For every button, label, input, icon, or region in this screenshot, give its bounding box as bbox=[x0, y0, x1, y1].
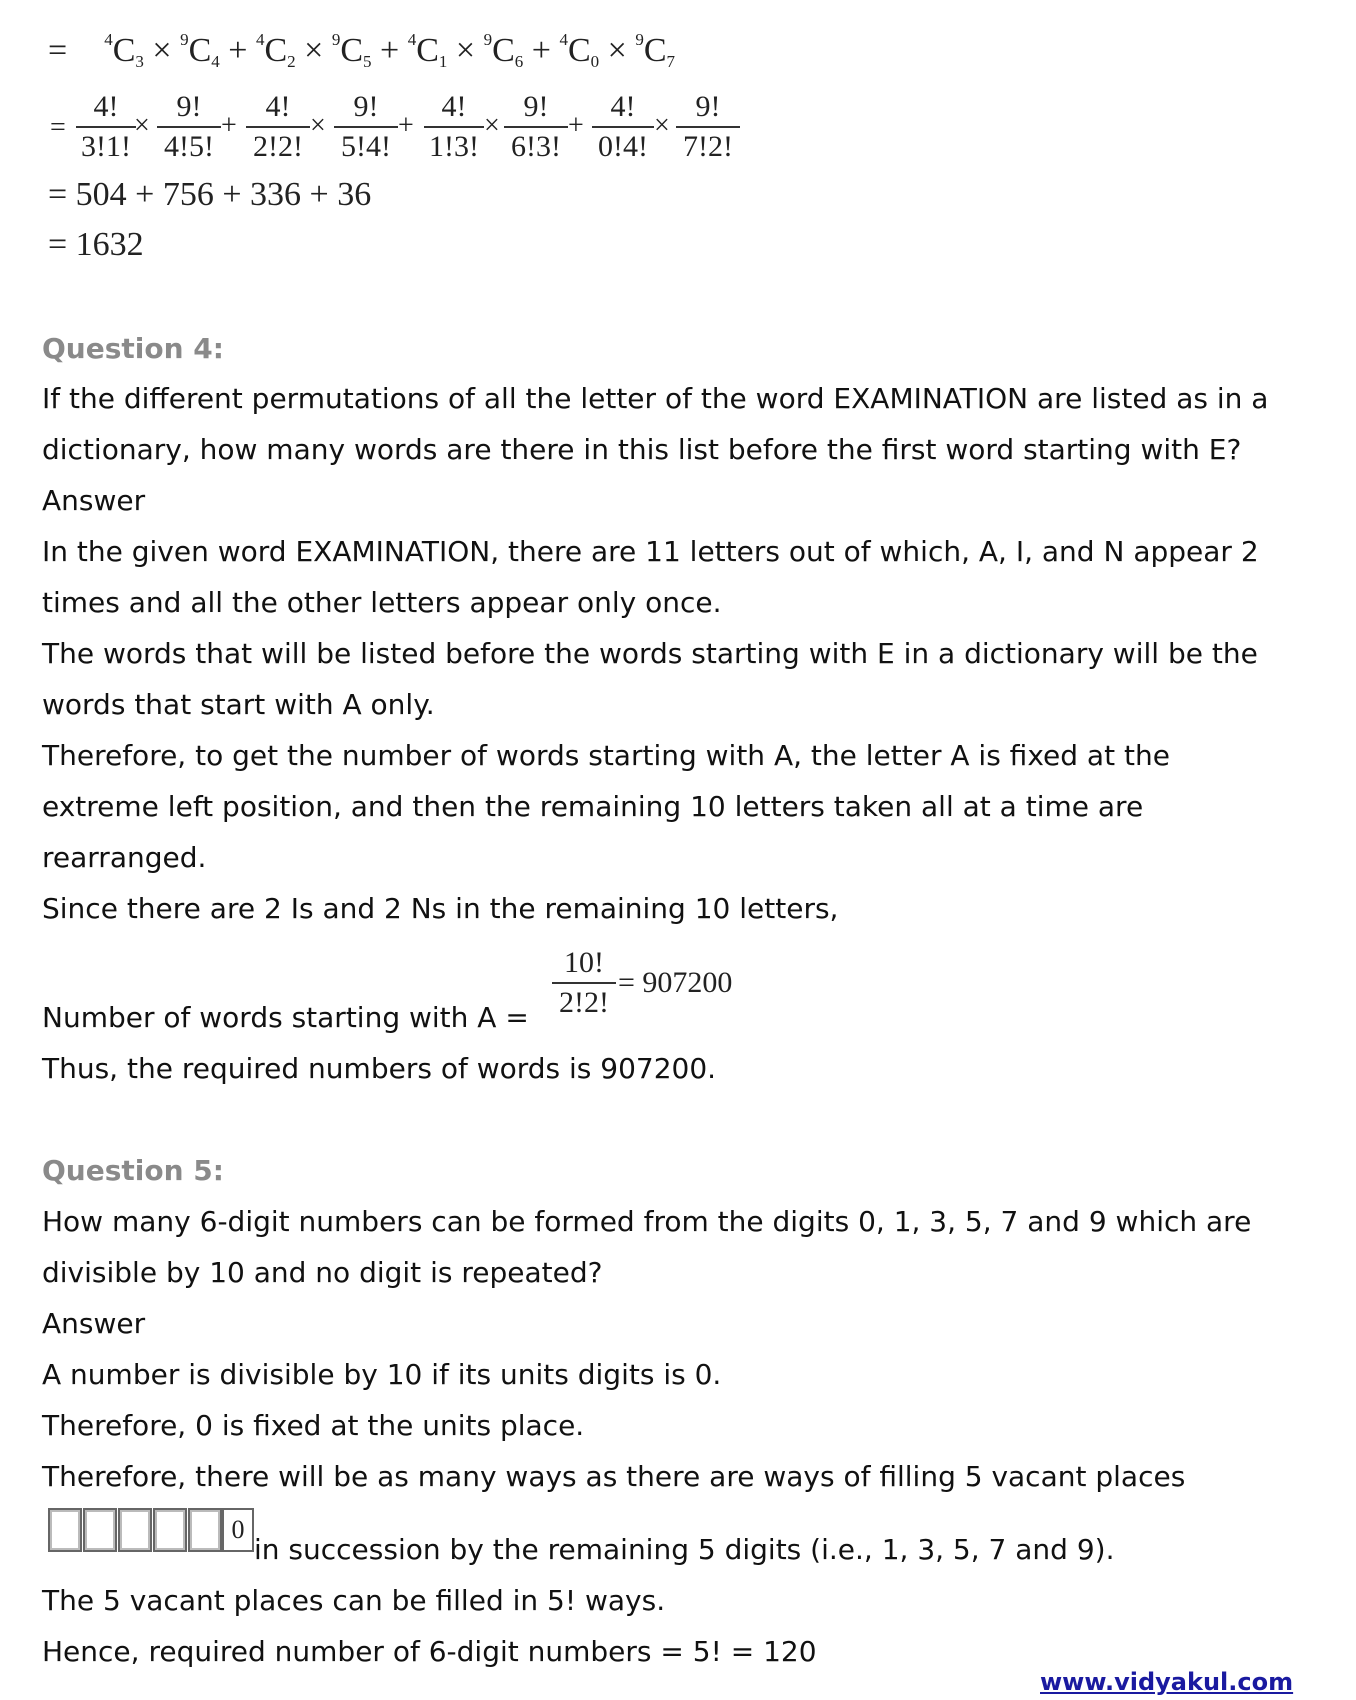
question-5-title: Question 5: bbox=[42, 1154, 224, 1187]
question-4-text: If the different permutations of all the letter of the word EXAMINATION are listed as in a bbox=[42, 382, 1269, 415]
combination-term: $^9C_4$ bbox=[180, 30, 220, 71]
combination-term: $^4C_0$ bbox=[559, 30, 600, 71]
combination-sum-line: = $^4C_3 \times ^9C_4 + ^4C_2 \times ^9C_5 + ^4C_1 \times ^9C_6 + ^4C_0 \times ^9C_7$ bbox=[48, 30, 675, 71]
equals-sign: = bbox=[50, 112, 66, 143]
question-5-text: How many 6-digit numbers can be formed from the digits 0, 1, 3, 5, 7 and 9 which are bbox=[42, 1205, 1252, 1238]
answer-text: Therefore, to get the number of words starting with A, the letter A is fixed at the bbox=[42, 739, 1170, 772]
vacant-place-box bbox=[188, 1508, 222, 1552]
answer-text: rearranged. bbox=[42, 841, 207, 874]
question-4-title: Question 4: bbox=[42, 332, 224, 365]
fraction: 4! 1!3! bbox=[424, 92, 484, 162]
fraction: 4! 0!4! bbox=[592, 92, 654, 162]
combination-term: $^4C_2$ bbox=[255, 30, 296, 71]
document-page: = $^4C_3 \times ^9C_4 + ^4C_2 \times ^9C_5 + ^4C_1 \times ^9C_6 + ^4C_0 \times ^9C_7$ = 4! 3!1! × 9! 4!5! + 4! 2!2! × 9! 5!4! + 4! 1!3! × 9! 6!3! + 4! 0!4! × 9! 7!2! = 504 + 756 + 336 + 36 = 1632 Question 4: If the different permutations of all the letter of the word EXAMINATION are listed as in a dictionary, how many words are there in this list before the first word starting with E? Answer In the given word EXAMINATION, there are 11 letters out of which, A, I, and N appear 2 times and all the other letters appear only once. The words that will be listed before the words starting with E in a dictionary will be the words that start with A only. Therefore, to get the number of words starting with A, the letter A is fixed at the extreme left position, and then the remaining 10 letters taken all at a time are rearranged. Since there are 2 Is and 2 Ns in the remaining 10 letters, Number of words starting with A = 10! 2!2! = 907200 Thus, the required numbers of words is 907200. Question 5: How many 6-digit numbers can be formed from the digits 0, 1, 3, 5, 7 and 9 which are divisible by 10 and no digit is repeated? Answer A number is divisible by 10 if its units digits is 0. Therefore, 0 is fixed at the units place. Therefore, there will be as many ways as there are ways of filling 5 vacant places 0 in succession by the remaining 5 digits (i.e., 1, 3, 5, 7 and 9). The 5 vacant places can be filled in 5! ways. Hence, required number of 6-digit numbers = 5! = 120 www.vidyakul.com bbox=[42, 30, 1294, 1696]
answer-text: Since there are 2 Is and 2 Ns in the remaining 10 letters, bbox=[42, 892, 839, 925]
fraction: 9! 4!5! bbox=[157, 92, 221, 162]
sum-line: = 504 + 756 + 336 + 36 bbox=[48, 176, 372, 213]
fraction: 9! 5!4! bbox=[334, 92, 398, 162]
vacant-place-box bbox=[48, 1508, 82, 1552]
equals-sign: = bbox=[48, 32, 68, 69]
units-place-box: 0 bbox=[222, 1508, 254, 1552]
fraction: 4! 2!2! bbox=[246, 92, 310, 162]
answer-text: In the given word EXAMINATION, there are 11 letters out of which, A, I, and N appear 2 bbox=[42, 535, 1259, 568]
combination-term: $^9C_5$ bbox=[331, 30, 372, 71]
vacant-place-box bbox=[83, 1508, 117, 1552]
question-4-text: dictionary, how many words are there in this list before the first word starting with E? bbox=[42, 433, 1242, 466]
vacant-place-box bbox=[118, 1508, 152, 1552]
answer-conclusion: Hence, required number of 6-digit numbers = 5! = 120 bbox=[42, 1635, 817, 1668]
combination-term: $^4C_1$ bbox=[407, 30, 448, 71]
count-fraction: 10! 2!2! bbox=[552, 948, 616, 1018]
fraction: 4! 3!1! bbox=[76, 92, 136, 162]
answer-text: times and all the other letters appear only once. bbox=[42, 586, 722, 619]
answer-text: in succession by the remaining 5 digits (i.e., 1, 3, 5, 7 and 9). bbox=[254, 1533, 1115, 1566]
combination-term: $^4C_3$ bbox=[104, 30, 144, 71]
vacant-place-box bbox=[153, 1508, 187, 1552]
fraction: 9! 7!2! bbox=[676, 92, 740, 162]
answer-text: Therefore, there will be as many ways as there are ways of filling 5 vacant places bbox=[42, 1460, 1186, 1493]
answer-text: extreme left position, and then the remaining 10 letters taken all at a time are bbox=[42, 790, 1144, 823]
answer-label: Answer bbox=[42, 1307, 146, 1340]
answer-text: Therefore, 0 is fixed at the units place. bbox=[42, 1409, 585, 1442]
answer-text: The words that will be listed before the words starting with E in a dictionary will be the bbox=[42, 637, 1258, 670]
answer-conclusion: Thus, the required numbers of words is 907200. bbox=[42, 1052, 717, 1085]
website-link[interactable]: www.vidyakul.com bbox=[1040, 1668, 1294, 1696]
count-label: Number of words starting with A = bbox=[42, 1001, 529, 1034]
combination-term: $^9C_7$ bbox=[635, 30, 675, 71]
count-result: = 907200 bbox=[618, 966, 733, 999]
question-5-text: divisible by 10 and no digit is repeated? bbox=[42, 1256, 603, 1289]
answer-text: A number is divisible by 10 if its units digits is 0. bbox=[42, 1358, 722, 1391]
fraction: 9! 6!3! bbox=[504, 92, 568, 162]
answer-text: words that start with A only. bbox=[42, 688, 435, 721]
result-line: = 1632 bbox=[48, 226, 144, 263]
answer-label: Answer bbox=[42, 484, 146, 517]
combination-term: $^9C_6$ bbox=[483, 30, 524, 71]
answer-text: The 5 vacant places can be filled in 5! ways. bbox=[42, 1584, 666, 1617]
